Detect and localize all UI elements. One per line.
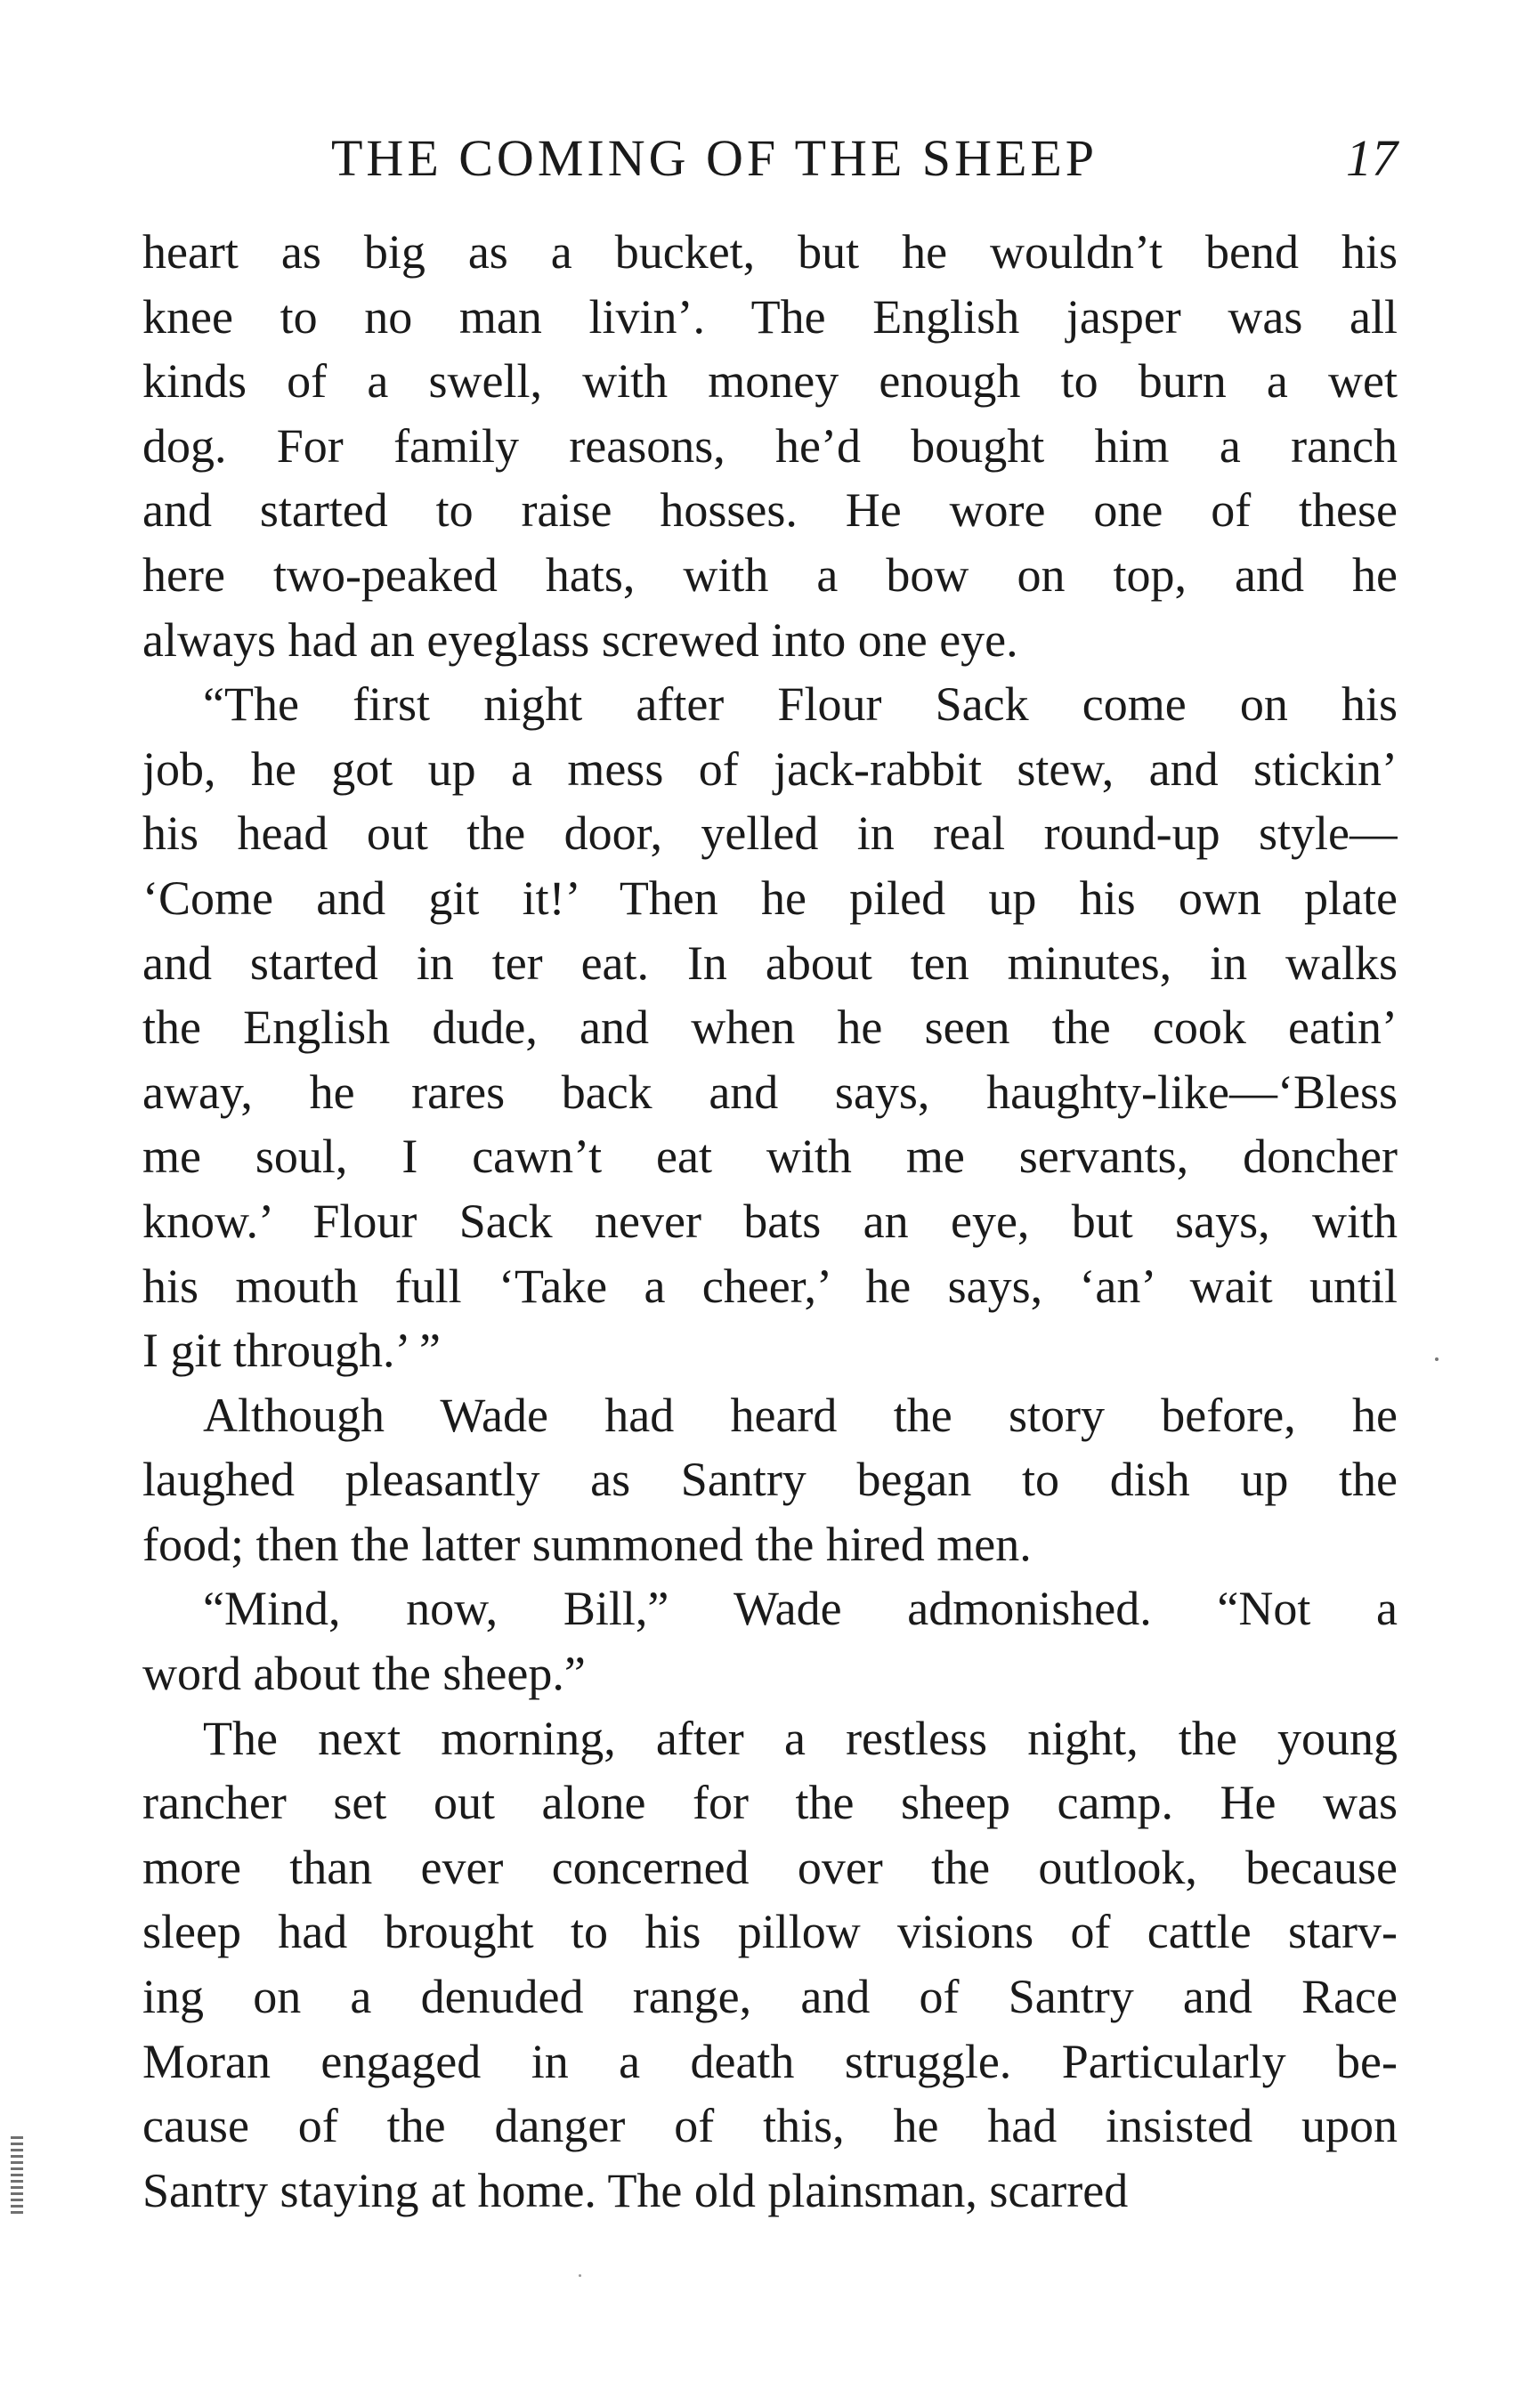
text-line: rancher set out alone for the sheep camp. He was (142, 1776, 1398, 1830)
text-line: food; then the latter summoned the hired men. (142, 1517, 1032, 1571)
running-title: THE COMING OF THE SHEEP (331, 129, 1098, 187)
text-body (142, 220, 1398, 2223)
text-line: job, he got up a mess of jack-rabbit stew, and stickin’ (142, 741, 1398, 796)
text-line: dog. For family reasons, he’d bought him a ranch (142, 418, 1398, 473)
text-line: sleep had brought to his pillow visions of cattle starv- (142, 1905, 1398, 1959)
text-line: ‘Come and git it!’ Then he piled up his own plate (142, 871, 1398, 925)
text-line: I git through.’ ” (142, 1324, 441, 1378)
print-speck (1435, 1357, 1439, 1361)
text-line: knee to no man livin’. The English jasper was all (142, 289, 1398, 344)
text-line: laughed pleasantly as Santry began to dish up the (142, 1453, 1398, 1507)
text-line: Santry staying at home. The old plainsman, scarred (142, 2163, 1129, 2217)
text-line: here two-peaked hats, with a bow on top, and he (142, 547, 1398, 602)
page-header (142, 123, 1398, 194)
text-line: and started in ter eat. In about ten minutes, in walks (142, 936, 1398, 990)
text-line: the English dude, and when he seen the cook eatin’ (142, 1001, 1398, 1055)
paragraph (142, 1576, 1398, 1705)
text-line: know.’ Flour Sack never bats an eye, but says, with (142, 1194, 1398, 1248)
text-line: more than ever concerned over the outlook, because (142, 1840, 1398, 1894)
paragraph (142, 220, 1398, 672)
margin-mark (11, 2136, 23, 2216)
text-line: away, he rares back and says, haughty-like—‘Bless (142, 1065, 1398, 1119)
text-line: his head out the door, yelled in real round-up style— (142, 806, 1398, 861)
text-line: The next morning, after a restless night, the young (203, 1711, 1398, 1765)
text-line: ing on a denuded range, and of Santry and Race (142, 1970, 1398, 2024)
text-line: me soul, I cawn’t eat with me servants, doncher (142, 1130, 1398, 1184)
text-line: Although Wade had heard the story before, he (203, 1388, 1398, 1442)
text-line: word about the sheep.” (142, 1647, 586, 1701)
text-line: always had an eyeglass screwed into one eye. (142, 612, 1018, 667)
print-speck (579, 2274, 581, 2277)
paragraph (142, 1706, 1398, 2224)
text-line: “Mind, now, Bill,” Wade admonished. “Not a (203, 1582, 1398, 1636)
text-line: heart as big as a bucket, but he wouldn’t bend his (142, 225, 1398, 279)
text-line: kinds of a swell, with money enough to burn a wet (142, 354, 1398, 409)
text-line: “The first night after Flour Sack come on his (203, 677, 1398, 732)
text-line: Moran engaged in a death struggle. Particularly be- (142, 2034, 1398, 2088)
paragraph (142, 672, 1398, 1383)
text-line: cause of the danger of this, he had insisted upon (142, 2099, 1398, 2153)
text-line: and started to raise hosses. He wore one of these (142, 483, 1398, 538)
page-number: 17 (1346, 129, 1398, 187)
text-line: his mouth full ‘Take a cheer,’ he says, ‘an’ wait until (142, 1259, 1398, 1313)
paragraph (142, 1383, 1398, 1577)
